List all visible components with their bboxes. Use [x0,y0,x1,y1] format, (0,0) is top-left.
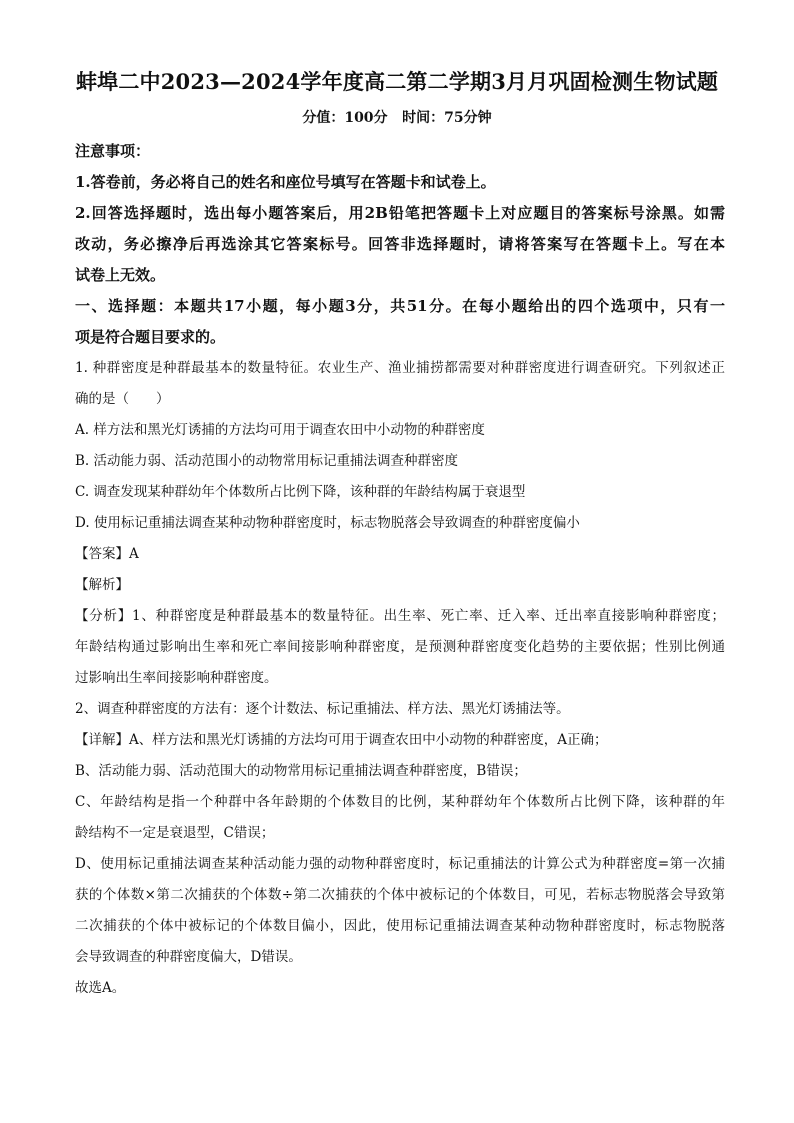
analysis-line: 2、调查种群密度的方法有：逐个计数法、标记重捕法、样方法、黑光灯诱捕法等。 [75,701,570,717]
notice-item-2-line-1: 2.回答选择题时，选出每小题答案后，用2B铅笔把答题卡上对应题目的答案标号涂黑。如需 [75,204,725,222]
detail-line: B、活动能力弱、活动范围大的动物常用标记重捕法调查种群密度，B错误； [75,763,527,779]
detail-line: D、使用标记重捕法调查某种活动能力强的动物种群密度时，标记重捕法的计算公式为种群密度=第一次捕 [75,856,725,872]
section-heading [75,291,725,353]
answer-label: 【答案】A [75,546,139,562]
detail-line: C、年龄结构是指一个种群中各年龄期的个体数目的比例，某种群幼年个体数所占比例下降，该种群的年 [75,794,725,810]
detail-line: 会导致调查的种群密度偏大，D错误。 [75,949,302,965]
question-stem-line-1: 1. 种群密度是种群最基本的数量特征。农业生产、渔业捕捞都需要对种群密度进行调查研究。下列叙述正 [75,360,725,376]
detail-line: 龄结构不一定是衰退型，C错误； [75,825,275,841]
question-1 [75,353,725,1004]
analysis-line: 过影响出生率间接影响种群密度。 [75,670,278,686]
conclusion-line: 故选A。 [75,980,126,996]
analysis-line: 【分析】1、种群密度是种群最基本的数量特征。出生率、死亡率、迁入率、迁出率直接影响种群密度； [75,608,725,624]
detail-line: 二次捕获的个体中被标记的个体数目偏小，因此，使用标记重捕法调查某种动物种群密度时，标志物脱落 [75,918,725,934]
section-heading-line-1: 一、选择题：本题共17小题，每小题3分，共51分。在每小题给出的四个选项中，只有一 [75,297,725,315]
analysis-line: 年龄结构通过影响出生率和死亡率间接影响种群密度，是预测种群密度变化趋势的主要依据；性别比例通 [75,639,725,655]
option-b: B. 活动能力弱、活动范围小的动物常用标记重捕法调查种群密度 [75,453,459,469]
exam-subtitle: 分值：100分 时间：75分钟 [302,110,492,126]
option-c: C. 调查发现某种群幼年个体数所占比例下降，该种群的年龄结构属于衰退型 [75,484,526,500]
question-stem-line-2: 确的是（ ） [75,391,170,407]
notice-section [75,136,725,291]
detail-line: 【详解】A、样方法和黑光灯诱捕的方法均可用于调查农田中小动物的种群密度，A正确； [75,732,608,748]
exam-title: 蚌埠二中2023—2024学年度高二第二学期3月月巩固检测生物试题 [75,69,719,94]
option-d: D. 使用标记重捕法调查某种动物种群密度时，标志物脱落会导致调查的种群密度偏小 [75,515,580,531]
detail-line: 获的个体数×第二次捕获的个体数÷第二次捕获的个体中被标记的个体数目，可见，若标志物脱落会导致第 [75,887,725,903]
document-body [75,136,725,1004]
notice-item-2-line-2: 改动，务必擦净后再选涂其它答案标号。回答非选择题时，请将答案写在答题卡上。写在本 [75,235,725,253]
notice-heading: 注意事项： [75,142,151,160]
analysis-label: 【解析】 [75,577,129,593]
section-heading-line-2: 项是符合题目要求的。 [75,328,226,346]
notice-item-1: 1.答卷前，务必将自己的姓名和座位号填写在答题卡和试卷上。 [75,173,496,191]
option-a: A. 样方法和黑光灯诱捕的方法均可用于调查农田中小动物的种群密度 [75,422,485,438]
notice-item-2-line-3: 试卷上无效。 [75,266,166,284]
